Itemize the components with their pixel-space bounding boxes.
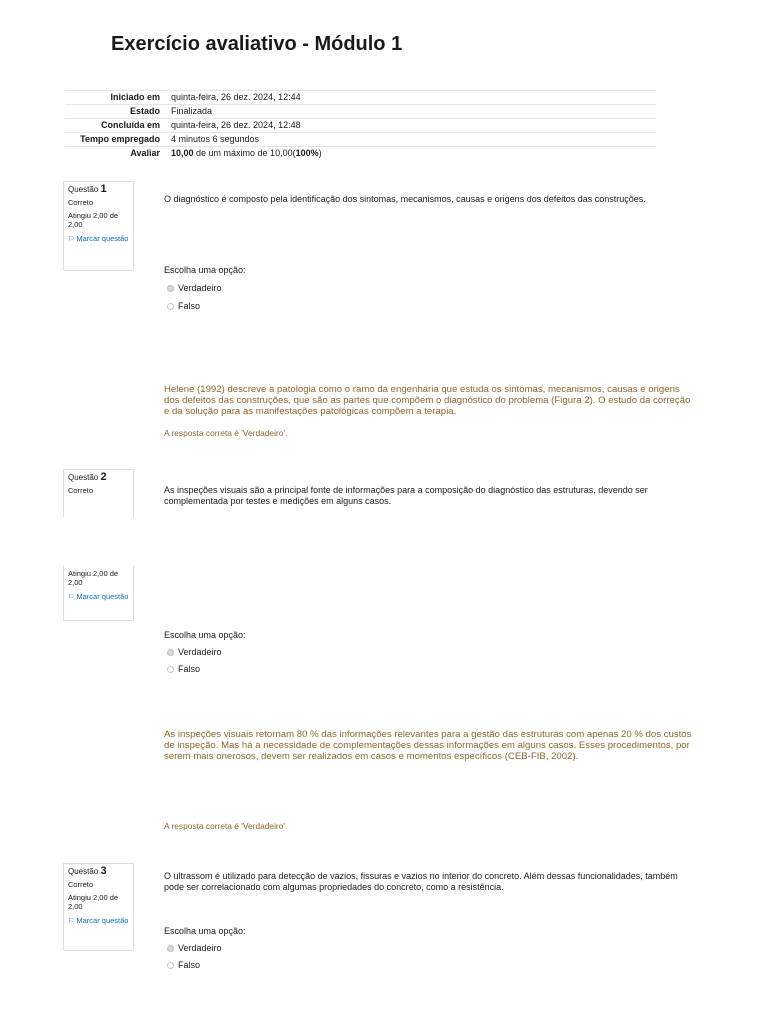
flag-question-link[interactable] xyxy=(68,916,129,926)
radio-icon[interactable] xyxy=(167,962,174,969)
option-true-2[interactable] xyxy=(167,647,222,657)
summary-value: Finalizada xyxy=(163,105,656,119)
summary-value xyxy=(163,147,656,161)
answer-prompt-1: Escolha uma opção: xyxy=(164,265,246,275)
feedback-2: As inspeções visuais retornam 80 % das informações relevantes para a gestão das estruturas com apenas 20 % dos custos de inspeção. Mas há a necessidade de complementações dessas informações em alguns casos. Esses procedimentos, por serem mais onerosos, devem ser realizados em casos e momentos específicos (CEB-FIB, 2002). xyxy=(164,729,692,762)
question-info-3 xyxy=(63,863,134,951)
flag-label: Marcar questão xyxy=(76,592,129,601)
option-false-1[interactable] xyxy=(167,301,200,311)
question-number-value: 3 xyxy=(100,865,107,877)
question-info-1 xyxy=(63,181,134,271)
option-true-3[interactable] xyxy=(167,943,222,953)
right-answer-2: A resposta correta é 'Verdadeiro'. xyxy=(164,821,288,831)
summary-value: quinta-feira, 26 dez. 2024, 12:48 xyxy=(163,119,656,133)
flag-question-link[interactable] xyxy=(68,592,129,602)
question-grade: Atingiu 2,00 de 2,00 xyxy=(68,211,119,229)
grade-middle: de um máximo de 10,00( xyxy=(193,148,296,158)
question-text-2: As inspeções visuais são a principal fonte de informações para a composição do diagnóstico das estruturas, devendo ser complementada por testes e medições em alguns casos. xyxy=(164,485,648,506)
grade-percent: 100% xyxy=(295,148,319,158)
option-label: Verdadeiro xyxy=(178,647,222,657)
question-state: Correto xyxy=(68,880,94,889)
flag-label: Marcar questão xyxy=(76,916,129,925)
page-title: Exercício avaliativo - Módulo 1 xyxy=(111,33,403,55)
option-false-2[interactable] xyxy=(167,664,200,674)
summary-label: Estado xyxy=(65,105,163,119)
question-text-1: O diagnóstico é composto pela identificação dos sintomas, mecanismos, causas e origens dos defeitos das construções. xyxy=(164,194,646,204)
question-prefix: Questão xyxy=(68,185,99,194)
attempt-summary-table xyxy=(65,90,656,160)
flag-icon: ⚐ xyxy=(68,594,75,601)
question-info-2-continued xyxy=(63,566,134,621)
summary-label: Tempo empregado xyxy=(65,133,163,147)
question-number-value: 2 xyxy=(100,471,107,483)
feedback-1: Helene (1992) descreve a patologia como o ramo da engenharia que estuda os sintomas, mecanismos, causas e origens dos defeitos das construções, que são as partes que compõem o diagnóstico do problema (Figura 2). O estudo da correção e da solução para as manifestações patológicas compõem a terapia. xyxy=(164,384,691,417)
question-prefix: Questão xyxy=(68,473,99,482)
option-label: Verdadeiro xyxy=(178,943,222,953)
radio-icon[interactable] xyxy=(167,285,174,292)
radio-icon[interactable] xyxy=(167,303,174,310)
question-state: Correto xyxy=(68,486,94,495)
grade-score: 10,00 xyxy=(171,148,194,158)
flag-icon: ⚐ xyxy=(68,918,75,925)
option-label: Verdadeiro xyxy=(178,283,222,293)
option-true-1[interactable] xyxy=(167,283,222,293)
question-number-value: 1 xyxy=(100,183,107,195)
question-number xyxy=(68,867,129,876)
summary-value: 4 minutos 6 segundos xyxy=(163,133,656,147)
right-answer-1: A resposta correta é 'Verdadeiro'. xyxy=(164,428,288,438)
question-text-3: O ultrassom é utilizado para detecção de vazios, fissuras e vazios no interior do concreto. Além dessas funcionalidades, também pode ser correlacionado com algumas propriedades do concreto, como a resistência. xyxy=(164,871,678,892)
answer-prompt-3: Escolha uma opção: xyxy=(164,926,246,936)
question-state: Correto xyxy=(68,198,94,207)
question-grade: Atingiu 2,00 de 2,00 xyxy=(68,569,119,587)
radio-icon[interactable] xyxy=(167,649,174,656)
option-label: Falso xyxy=(178,664,201,674)
summary-row-grade xyxy=(65,147,656,161)
flag-question-link[interactable] xyxy=(68,234,129,244)
summary-row-time-taken xyxy=(65,133,656,147)
summary-row-completed xyxy=(65,119,656,133)
grade-close: ) xyxy=(318,148,322,158)
question-grade: Atingiu 2,00 de 2,00 xyxy=(68,893,119,911)
option-label: Falso xyxy=(178,960,201,970)
summary-value: quinta-feira, 26 dez. 2024, 12:44 xyxy=(163,91,656,105)
question-number xyxy=(68,185,129,194)
question-info-2 xyxy=(63,469,134,517)
summary-label: Iniciado em xyxy=(65,91,163,105)
summary-row-started xyxy=(65,91,656,105)
answer-prompt-2: Escolha uma opção: xyxy=(164,630,246,640)
summary-row-state xyxy=(65,105,656,119)
option-false-3[interactable] xyxy=(167,960,200,970)
summary-label: Avaliar xyxy=(65,147,163,161)
summary-label: Concluída em xyxy=(65,119,163,133)
question-prefix: Questão xyxy=(68,867,99,876)
flag-icon: ⚐ xyxy=(68,236,75,243)
question-number xyxy=(68,473,129,482)
radio-icon[interactable] xyxy=(167,666,174,673)
option-label: Falso xyxy=(178,301,201,311)
radio-icon[interactable] xyxy=(167,945,174,952)
flag-label: Marcar questão xyxy=(76,234,129,243)
